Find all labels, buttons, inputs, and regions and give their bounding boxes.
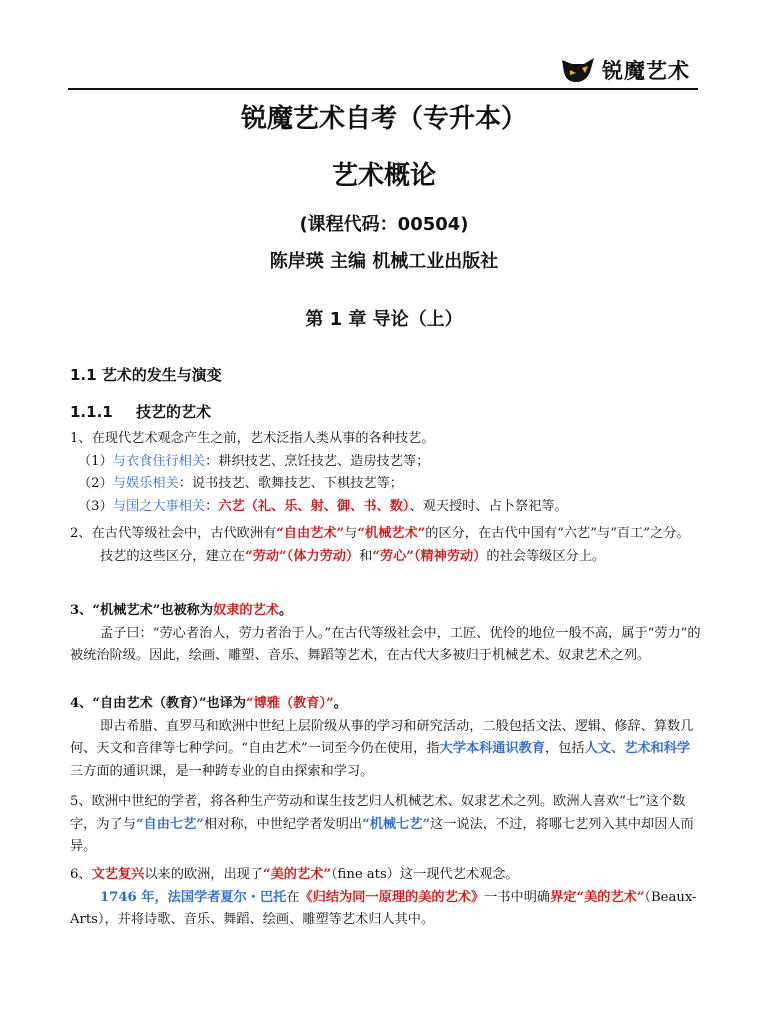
paragraph-heading: 4、“自由艺术（教育）”也译为“博雅（教育）”。 <box>70 696 347 711</box>
paragraph-heading: 3、“机械艺术”也被称为奴隶的艺术。 <box>70 603 293 618</box>
highlight-red: 界定“美的艺术” <box>550 889 645 905</box>
highlight-red: “博雅（教育）” <box>246 696 334 711</box>
paragraph-5 <box>70 791 702 859</box>
paragraph-text: 1746 年，法国学者夏尔・巴托在《归结为同一原理的美的艺术》一书中明确界定“美的艺术”（Beaux-Arts），并将诗歌、音乐、舞蹈、绘画、雕塑等艺术归人其中。 <box>70 889 697 927</box>
highlight-blue: 人文、艺术和科学 <box>584 741 691 756</box>
highlight-blue: 1746 年，法国学者夏尔・巴托 <box>100 889 287 905</box>
highlight-blue: “机械七艺” <box>362 816 431 832</box>
highlight-red: “劳动”（体力劳动） <box>245 548 360 564</box>
subsection-title: 技艺的艺术 <box>136 403 212 421</box>
chapter-heading: 第 1 章 导论（上） <box>305 309 463 330</box>
paragraph-text: 孟子曰：“劳心者治人，劳力者治于人。”在古代等级社会中，工匠、优伶的地位一般不高，属于“劳力”的被统治阶级。因此，绘画、雕塑、音乐、舞蹈等艺术，在古代大多被归于机械艺术、奴隶艺术之列。 <box>70 625 701 663</box>
highlight-blue: 与娱乐相关 <box>112 476 179 491</box>
highlight-red: “美的艺术” <box>263 867 331 882</box>
highlight-blue: “自由七艺” <box>135 816 204 832</box>
paragraph-4 <box>70 693 702 783</box>
logo-text: 锐魔艺术 <box>602 59 690 83</box>
fox-logo-icon <box>560 54 596 86</box>
course-title: 艺术概论 <box>331 161 436 191</box>
paragraph-1-intro: 1、在现代艺术观念产生之前，艺术泛指人类从事的各种技艺。 <box>70 431 435 446</box>
subsection-number: 1.1.1 <box>70 403 113 421</box>
paragraph-1 <box>70 428 702 518</box>
paragraph-text: 2、在古代等级社会中，古代欧洲有“自由艺术”与“机械艺术”的区分，在古代中国有“六艺”与“百工”之分。 <box>70 526 690 541</box>
highlight-red: 《归结为同一原理的美的艺术》 <box>299 889 485 905</box>
document-title: 锐魔艺术自考（专升本） <box>240 104 527 134</box>
list-item: （2）与娱乐相关：说书技艺、歌舞技艺、下棋技艺等； <box>78 476 403 491</box>
paragraph-3 <box>70 600 702 668</box>
section-heading: 1.1 艺术的发生与演变 <box>70 366 222 384</box>
subsection-heading <box>70 401 211 422</box>
highlight-red: 六艺（礼、乐、射、御、书、数） <box>218 498 410 514</box>
highlight-red: “机械艺术” <box>357 526 426 541</box>
course-code: (课程代码：00504) <box>299 214 469 235</box>
highlight-red: “自由艺术” <box>276 526 345 541</box>
highlight-red: 文艺复兴 <box>91 867 145 882</box>
header-divider <box>68 88 698 90</box>
highlight-red: 奴隶的艺术 <box>213 603 279 618</box>
paragraph-text: 6、文艺复兴以来的欧洲，出现了“美的艺术”（fine ats）这一现代艺术观念。 <box>70 867 519 882</box>
paragraph-text: 即古希腊、直罗马和欧洲中世纪上层阶级从事的学习和研究活动，二般包括文法、逻辑、修辞、算数几何、天文和音律等七种学问。“自由艺术”一词至今仍在使用，指大学本科通识教育，包括人文、艺术和科学三方面的通识课，是一种跨专业的自由探索和学习。 <box>70 718 694 779</box>
paragraph-6 <box>70 864 702 932</box>
list-item: （3）与国之大事相关：六艺（礼、乐、射、御、书、数）、观天授时、占卜祭祀等。 <box>78 498 568 514</box>
paragraph-text: 技艺的这些区分，建立在“劳动”（体力劳动）和“劳心”（精神劳动）的社会等级区分上。 <box>100 548 606 564</box>
brand-logo <box>560 54 690 86</box>
list-item: （1）与衣食住行相关：耕织技艺、烹饪技艺、造房技艺等； <box>78 453 430 469</box>
highlight-blue: 与国之大事相关 <box>112 498 206 514</box>
highlight-blue: 大学本科通识教育 <box>439 741 546 756</box>
paragraph-2 <box>70 523 702 568</box>
highlight-red: “劳心”（精神劳动） <box>372 548 487 564</box>
paragraph-text: 5、欧洲中世纪的学者，将各种生产劳动和谋生技艺归人机械艺术、奴隶艺术之列。欧洲人喜欢“七”这个数字，为了与“自由七艺”相对称，中世纪学者发明出“机械七艺”这一说法，不过，将哪七艺列入其中却因人而异。 <box>70 794 694 854</box>
highlight-blue: 与衣食住行相关 <box>112 453 206 469</box>
editor-publisher: 陈岸瑛 主编 机械工业出版社 <box>269 251 499 272</box>
